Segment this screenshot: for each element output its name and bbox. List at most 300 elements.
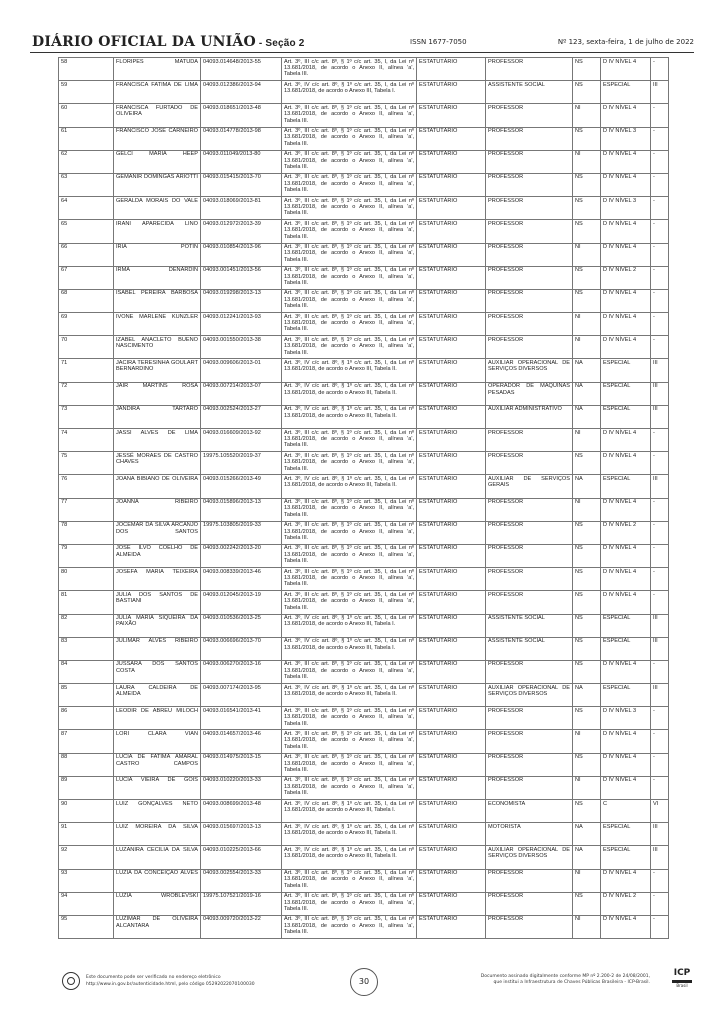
servant-name-cell: IRANI APARECIDA LINO <box>114 220 201 243</box>
schooling-level-cell: NI <box>573 150 601 173</box>
pattern-cell: - <box>651 220 669 243</box>
row-number-cell: 85 <box>59 684 114 707</box>
row-number-cell: 88 <box>59 753 114 776</box>
regime-cell: ESTATUTÁRIO <box>417 382 486 405</box>
process-number-cell: 04093.015266/2013-49 <box>201 475 282 498</box>
class-level-cell: D IV NÍVEL 4 <box>601 660 651 683</box>
schooling-level-cell: NI <box>573 104 601 127</box>
job-title-cell: OPERADOR DE MÁQUINAS PESADAS <box>486 382 573 405</box>
servant-name-cell: JULIA DOS SANTOS DE BASTIANI <box>114 591 201 614</box>
pattern-cell: VI <box>651 800 669 823</box>
job-title-cell: PROFESSOR <box>486 429 573 452</box>
servant-name-cell: IZABEL ANACLETO BUENO NASCIMENTO <box>114 336 201 359</box>
icp-logo-text: ICP <box>673 968 691 978</box>
class-level-cell: D IV NÍVEL 4 <box>601 591 651 614</box>
job-title-cell: PROFESSOR <box>486 150 573 173</box>
class-level-cell: D IV NÍVEL 4 <box>601 104 651 127</box>
row-number-cell: 92 <box>59 846 114 869</box>
signature-line-2: que institui a Infraestrutura de Chaves Públicas Brasileira - ICP-Brasil. <box>493 980 650 985</box>
pattern-cell: - <box>651 521 669 544</box>
pattern-cell: - <box>651 150 669 173</box>
regime-cell: ESTATUTÁRIO <box>417 800 486 823</box>
regime-cell: ESTATUTÁRIO <box>417 81 486 104</box>
servant-name-cell: LUZIA DA CONCEIÇÃO ALVES <box>114 869 201 892</box>
job-title-cell: PROFESSOR <box>486 313 573 336</box>
servant-name-cell: GERALDA MORAIS DO VALE <box>114 197 201 220</box>
servant-name-cell: FRANCISCA FATIMA DE LIMA <box>114 81 201 104</box>
process-number-cell: 04093.001550/2013-38 <box>201 336 282 359</box>
job-title-cell: PROFESSOR <box>486 127 573 150</box>
schooling-level-cell: NS <box>573 521 601 544</box>
regime-cell: ESTATUTÁRIO <box>417 336 486 359</box>
table-row <box>59 81 669 104</box>
regime-cell: ESTATUTÁRIO <box>417 452 486 475</box>
servant-name-cell: IRIA POTIN <box>114 243 201 266</box>
legal-basis-cell: Art. 3º, IV c/c art. 8º, § 1º c/c art. 35, I, da Lei nº 13.681/2018, de acordo o Anexo III, Tabela II. <box>282 405 417 428</box>
row-number-cell: 76 <box>59 475 114 498</box>
class-level-cell: D IV NÍVEL 4 <box>601 220 651 243</box>
regime-cell: ESTATUTÁRIO <box>417 730 486 753</box>
legal-basis-cell: Art. 3º, III c/c art. 8º, § 1º c/c art. 35, I, da Lei nº 13.681/2018, de acordo o Anexo II, alínea 'a', Tabela III. <box>282 915 417 938</box>
legal-basis-cell: Art. 3º, III c/c art. 8º, § 1º c/c art. 35, I, da Lei nº 13.681/2018, de acordo o Anexo II, alínea 'a', Tabela III. <box>282 336 417 359</box>
job-title-cell: PROFESSOR <box>486 660 573 683</box>
table-row <box>59 150 669 173</box>
legal-basis-cell: Art. 3º, III c/c art. 8º, § 1º c/c art. 35, I, da Lei nº 13.681/2018, de acordo o Anexo II, alínea 'a', Tabela III. <box>282 452 417 475</box>
servant-name-cell: LUIZ GONÇALVES NETO <box>114 800 201 823</box>
servant-name-cell: GELCI MARIA HEEP <box>114 150 201 173</box>
legal-basis-cell: Art. 3º, III c/c art. 8º, § 1º c/c art. 35, I, da Lei nº 13.681/2018, de acordo o Anexo II, alínea 'a', Tabela III. <box>282 58 417 81</box>
pattern-cell: III <box>651 81 669 104</box>
legal-basis-cell: Art. 3º, III c/c art. 8º, § 1º c/c art. 35, I, da Lei nº 13.681/2018, de acordo o Anexo II, alínea 'a', Tabela III. <box>282 498 417 521</box>
servant-name-cell: JACIRA TERESINHA GOULART BERNARDINO <box>114 359 201 382</box>
servant-name-cell: LEODIR DE ABREU MILOCH <box>114 707 201 730</box>
process-number-cell: 04093.011049/2013-80 <box>201 150 282 173</box>
row-number-cell: 75 <box>59 452 114 475</box>
table-row <box>59 336 669 359</box>
regime-cell: ESTATUTÁRIO <box>417 266 486 289</box>
regime-cell: ESTATUTÁRIO <box>417 289 486 312</box>
pattern-cell: - <box>651 869 669 892</box>
job-title-cell: ASSISTENTE SOCIAL <box>486 81 573 104</box>
legal-basis-cell: Art. 3º, IV c/c art. 8º, § 1º c/c art. 35, I, da Lei nº 13.681/2018, de acordo o Anexo III, Tabela I. <box>282 614 417 637</box>
pattern-cell: III <box>651 359 669 382</box>
table-row <box>59 544 669 567</box>
process-number-cell: 04093.014778/2013-98 <box>201 127 282 150</box>
legal-basis-cell: Art. 3º, III c/c art. 8º, § 1º c/c art. 35, I, da Lei nº 13.681/2018, de acordo o Anexo II, alínea 'a', Tabela III. <box>282 869 417 892</box>
regime-cell: ESTATUTÁRIO <box>417 568 486 591</box>
row-number-cell: 65 <box>59 220 114 243</box>
legal-basis-cell: Art. 3º, IV c/c art. 8º, § 1º c/c art. 35, I, da Lei nº 13.681/2018, de acordo o Anexo III, Tabela II. <box>282 475 417 498</box>
regime-cell: ESTATUTÁRIO <box>417 405 486 428</box>
pattern-cell: - <box>651 266 669 289</box>
regime-cell: ESTATUTÁRIO <box>417 591 486 614</box>
process-number-cell: 04093.010536/2013-25 <box>201 614 282 637</box>
process-number-cell: 04093.002524/2013-27 <box>201 405 282 428</box>
schooling-level-cell: NA <box>573 684 601 707</box>
legal-basis-cell: Art. 3º, III c/c art. 8º, § 1º c/c art. 35, I, da Lei nº 13.681/2018, de acordo o Anexo II, alínea 'a', Tabela III. <box>282 127 417 150</box>
process-number-cell: 19975.105520/2019-37 <box>201 452 282 475</box>
regime-cell: ESTATUTÁRIO <box>417 127 486 150</box>
process-number-cell: 04093.002554/2013-33 <box>201 869 282 892</box>
row-number-cell: 77 <box>59 498 114 521</box>
icp-brasil-logo <box>672 968 692 994</box>
row-number-cell: 70 <box>59 336 114 359</box>
job-title-cell: AUXILIAR OPERACIONAL DE SERVIÇOS DIVERSOS <box>486 684 573 707</box>
row-number-cell: 59 <box>59 81 114 104</box>
class-level-cell: ESPECIAL <box>601 684 651 707</box>
table-row <box>59 915 669 938</box>
process-number-cell: 04093.008339/2013-46 <box>201 568 282 591</box>
servant-name-cell: LUZANIRA CECILIA DA SILVA <box>114 846 201 869</box>
class-level-cell: ESPECIAL <box>601 846 651 869</box>
process-number-cell: 04093.018069/2013-81 <box>201 197 282 220</box>
class-level-cell: D IV NÍVEL 4 <box>601 313 651 336</box>
row-number-cell: 87 <box>59 730 114 753</box>
section-label: - Seção 2 <box>255 38 305 49</box>
process-number-cell: 04093.018651/2013-48 <box>201 104 282 127</box>
process-number-cell: 04093.012972/2013-39 <box>201 220 282 243</box>
issn: ISSN 1677-7050 <box>410 38 467 46</box>
table-row <box>59 313 669 336</box>
row-number-cell: 63 <box>59 173 114 196</box>
pattern-cell: III <box>651 684 669 707</box>
row-number-cell: 81 <box>59 591 114 614</box>
servants-table <box>58 57 669 939</box>
process-number-cell: 04093.015415/2013-70 <box>201 173 282 196</box>
schooling-level-cell: NI <box>573 336 601 359</box>
pattern-cell: - <box>651 58 669 81</box>
class-level-cell: D IV NÍVEL 4 <box>601 730 651 753</box>
row-number-cell: 61 <box>59 127 114 150</box>
servant-name-cell: JOSE ILVO COELHO DE ALMEIDA <box>114 544 201 567</box>
job-title-cell: PROFESSOR <box>486 544 573 567</box>
pattern-cell: - <box>651 197 669 220</box>
job-title-cell: PROFESSOR <box>486 915 573 938</box>
servant-name-cell: LUZIA WROBLEVSKI <box>114 892 201 915</box>
row-number-cell: 89 <box>59 776 114 799</box>
regime-cell: ESTATUTÁRIO <box>417 660 486 683</box>
job-title-cell: PROFESSOR <box>486 892 573 915</box>
class-level-cell: D IV NÍVEL 4 <box>601 336 651 359</box>
table-row <box>59 869 669 892</box>
legal-basis-cell: Art. 3º, IV c/c art. 8º, § 1º c/c art. 35, I, da Lei nº 13.681/2018, de acordo o Anexo III, Tabela II. <box>282 846 417 869</box>
regime-cell: ESTATUTÁRIO <box>417 915 486 938</box>
pattern-cell: - <box>651 568 669 591</box>
table-row <box>59 266 669 289</box>
job-title-cell: AUXILIAR OPERACIONAL DE SERVIÇOS DIVERSOS <box>486 846 573 869</box>
table-row <box>59 127 669 150</box>
legal-basis-cell: Art. 3º, III c/c art. 8º, § 1º c/c art. 35, I, da Lei nº 13.681/2018, de acordo o Anexo II, alínea 'a', Tabela III. <box>282 197 417 220</box>
servant-name-cell: JESSÉ MORAES DE CASTRO CHAVES <box>114 452 201 475</box>
class-level-cell: ESPECIAL <box>601 614 651 637</box>
class-level-cell: D IV NÍVEL 2 <box>601 892 651 915</box>
servant-name-cell: LAURA CALDEIRA DE ALMEIDA <box>114 684 201 707</box>
job-title-cell: PROFESSOR <box>486 452 573 475</box>
schooling-level-cell: NA <box>573 846 601 869</box>
pattern-cell: - <box>651 104 669 127</box>
process-number-cell: 04093.012241/2013-93 <box>201 313 282 336</box>
process-number-cell: 04093.014657/2013-46 <box>201 730 282 753</box>
table-row <box>59 452 669 475</box>
table-row <box>59 243 669 266</box>
process-number-cell: 04093.012045/2013-19 <box>201 591 282 614</box>
schooling-level-cell: NS <box>573 892 601 915</box>
schooling-level-cell: NI <box>573 498 601 521</box>
legal-basis-cell: Art. 3º, III c/c art. 8º, § 1º c/c art. 35, I, da Lei nº 13.681/2018, de acordo o Anexo II, alínea 'a', Tabela III. <box>282 266 417 289</box>
row-number-cell: 58 <box>59 58 114 81</box>
regime-cell: ESTATUTÁRIO <box>417 637 486 660</box>
regime-cell: ESTATUTÁRIO <box>417 521 486 544</box>
table-row <box>59 382 669 405</box>
row-number-cell: 68 <box>59 289 114 312</box>
schooling-level-cell: NS <box>573 58 601 81</box>
job-title-cell: PROFESSOR <box>486 568 573 591</box>
schooling-level-cell: NS <box>573 591 601 614</box>
job-title-cell: AUXILIAR ADMINISTRATIVO <box>486 405 573 428</box>
job-title-cell: MOTORISTA <box>486 823 573 846</box>
legal-basis-cell: Art. 3º, III c/c art. 8º, § 1º c/c art. 35, I, da Lei nº 13.681/2018, de acordo o Anexo II, alínea 'a', Tabela III. <box>282 544 417 567</box>
row-number-cell: 69 <box>59 313 114 336</box>
page-footer <box>58 968 692 1018</box>
process-number-cell: 04093.007214/2013-07 <box>201 382 282 405</box>
job-title-cell: AUXILIAR DE SERVIÇOS GERAIS <box>486 475 573 498</box>
legal-basis-cell: Art. 3º, IV c/c art. 8º, § 1º c/c art. 35, I, da Lei nº 13.681/2018, de acordo o Anexo III, Tabela II. <box>282 684 417 707</box>
schooling-level-cell: NI <box>573 915 601 938</box>
pattern-cell: - <box>651 173 669 196</box>
servant-name-cell: IVONE MARLENE KUNZLER <box>114 313 201 336</box>
row-number-cell: 60 <box>59 104 114 127</box>
servant-name-cell: JAIR MARTINS ROSA <box>114 382 201 405</box>
table-row <box>59 475 669 498</box>
row-number-cell: 67 <box>59 266 114 289</box>
table-row <box>59 289 669 312</box>
table-row <box>59 197 669 220</box>
table-row <box>59 405 669 428</box>
legal-basis-cell: Art. 3º, III c/c art. 8º, § 1º c/c art. 35, I, da Lei nº 13.681/2018, de acordo o Anexo II, alínea 'a', Tabela III. <box>282 660 417 683</box>
table-row <box>59 58 669 81</box>
servant-name-cell: FRANCISCO JOSÉ CARNEIRO <box>114 127 201 150</box>
process-number-cell: 04093.009720/2013-22 <box>201 915 282 938</box>
schooling-level-cell: NI <box>573 429 601 452</box>
pattern-cell: - <box>651 753 669 776</box>
regime-cell: ESTATUTÁRIO <box>417 359 486 382</box>
servant-name-cell: JOANNA RIBEIRO <box>114 498 201 521</box>
job-title-cell: PROFESSOR <box>486 266 573 289</box>
page-header <box>30 34 694 53</box>
legal-basis-cell: Art. 3º, IV c/c art. 8º, § 1º c/c art. 35, I, da Lei nº 13.681/2018, de acordo o Anexo III, Tabela II. <box>282 382 417 405</box>
issue-date: Nº 123, sexta-feira, 1 de julho de 2022 <box>557 38 694 46</box>
row-number-cell: 73 <box>59 405 114 428</box>
signature-note <box>481 974 650 986</box>
table-row <box>59 800 669 823</box>
job-title-cell: ASSISTENTE SOCIAL <box>486 614 573 637</box>
servant-name-cell: FLORIPES MATUDA <box>114 58 201 81</box>
regime-cell: ESTATUTÁRIO <box>417 753 486 776</box>
schooling-level-cell: NA <box>573 382 601 405</box>
table-row <box>59 730 669 753</box>
icp-logo-subtext: Brasil <box>676 983 688 988</box>
process-number-cell: 04093.014975/2013-15 <box>201 753 282 776</box>
table-row <box>59 776 669 799</box>
servant-name-cell: GEMANIR DOMINGAS ARIOTTI <box>114 173 201 196</box>
table-row <box>59 684 669 707</box>
job-title-cell: AUXILIAR OPERACIONAL DE SERVIÇOS DIVERSOS <box>486 359 573 382</box>
servant-name-cell: ISABEL PEREIRA BARBOSA <box>114 289 201 312</box>
legal-basis-cell: Art. 3º, III c/c art. 8º, § 1º c/c art. 35, I, da Lei nº 13.681/2018, de acordo o Anexo II, alínea 'a', Tabela III. <box>282 521 417 544</box>
class-level-cell: D IV NÍVEL 4 <box>601 289 651 312</box>
regime-cell: ESTATUTÁRIO <box>417 776 486 799</box>
pattern-cell: - <box>651 429 669 452</box>
pattern-cell: III <box>651 846 669 869</box>
legal-basis-cell: Art. 3º, III c/c art. 8º, § 1º c/c art. 35, I, da Lei nº 13.681/2018, de acordo o Anexo II, alínea 'a', Tabela III. <box>282 429 417 452</box>
table-row <box>59 521 669 544</box>
row-number-cell: 72 <box>59 382 114 405</box>
row-number-cell: 78 <box>59 521 114 544</box>
schooling-level-cell: NS <box>573 197 601 220</box>
schooling-level-cell: NA <box>573 475 601 498</box>
legal-basis-cell: Art. 3º, III c/c art. 8º, § 1º c/c art. 35, I, da Lei nº 13.681/2018, de acordo o Anexo II, alínea 'a', Tabela III. <box>282 707 417 730</box>
process-number-cell: 04093.006696/2013-70 <box>201 637 282 660</box>
table-row <box>59 823 669 846</box>
regime-cell: ESTATUTÁRIO <box>417 869 486 892</box>
job-title-cell: PROFESSOR <box>486 776 573 799</box>
job-title-cell: PROFESSOR <box>486 173 573 196</box>
legal-basis-cell: Art. 3º, III c/c art. 8º, § 1º c/c art. 35, I, da Lei nº 13.681/2018, de acordo o Anexo II, alínea 'a', Tabela III. <box>282 313 417 336</box>
pattern-cell: III <box>651 637 669 660</box>
legal-basis-cell: Art. 3º, III c/c art. 8º, § 1º c/c art. 35, I, da Lei nº 13.681/2018, de acordo o Anexo II, alínea 'a', Tabela III. <box>282 150 417 173</box>
class-level-cell: D IV NÍVEL 4 <box>601 150 651 173</box>
class-level-cell: D IV NÍVEL 4 <box>601 776 651 799</box>
process-number-cell: 19975.107521/2019-16 <box>201 892 282 915</box>
schooling-level-cell: NS <box>573 707 601 730</box>
servant-name-cell: LUZIMAR DE OLIVEIRA ALCANTARA <box>114 915 201 938</box>
legal-basis-cell: Art. 3º, III c/c art. 8º, § 1º c/c art. 35, I, da Lei nº 13.681/2018, de acordo o Anexo II, alínea 'a', Tabela III. <box>282 289 417 312</box>
row-number-cell: 74 <box>59 429 114 452</box>
regime-cell: ESTATUTÁRIO <box>417 104 486 127</box>
class-level-cell: D IV NÍVEL 4 <box>601 869 651 892</box>
process-number-cell: 04093.010225/2013-66 <box>201 846 282 869</box>
table-row <box>59 498 669 521</box>
class-level-cell: ESPECIAL <box>601 359 651 382</box>
class-level-cell: D IV NÍVEL 4 <box>601 915 651 938</box>
row-number-cell: 62 <box>59 150 114 173</box>
class-level-cell: D IV NÍVEL 4 <box>601 243 651 266</box>
schooling-level-cell: NS <box>573 660 601 683</box>
pattern-cell: - <box>651 892 669 915</box>
job-title-cell: PROFESSOR <box>486 753 573 776</box>
schooling-level-cell: NS <box>573 637 601 660</box>
row-number-cell: 91 <box>59 823 114 846</box>
pattern-cell: III <box>651 823 669 846</box>
process-number-cell: 19975.103805/2019-33 <box>201 521 282 544</box>
legal-basis-cell: Art. 3º, III c/c art. 8º, § 1º c/c art. 35, I, da Lei nº 13.681/2018, de acordo o Anexo II, alínea 'a', Tabela III. <box>282 753 417 776</box>
verification-note <box>86 974 255 988</box>
coat-of-arms-icon <box>62 972 80 990</box>
schooling-level-cell: NA <box>573 359 601 382</box>
pattern-cell: - <box>651 289 669 312</box>
pattern-cell: - <box>651 452 669 475</box>
verification-line-2: http://www.in.gov.br/autenticidade.html, pelo código 05292022070100030 <box>86 982 255 987</box>
process-number-cell: 04093.016609/2013-92 <box>201 429 282 452</box>
schooling-level-cell: NS <box>573 289 601 312</box>
servant-name-cell: IRMA DENARDIN <box>114 266 201 289</box>
servant-name-cell: FRANCISCA FURTADO DE OLIVEIRA <box>114 104 201 127</box>
legal-basis-cell: Art. 3º, IV c/c art. 8º, § 1º c/c art. 35, I, da Lei nº 13.681/2018, de acordo o Anexo III, Tabela I. <box>282 637 417 660</box>
legal-basis-cell: Art. 3º, III c/c art. 8º, § 1º c/c art. 35, I, da Lei nº 13.681/2018, de acordo o Anexo II, alínea 'a', Tabela III. <box>282 591 417 614</box>
pattern-cell: - <box>651 243 669 266</box>
schooling-level-cell: NA <box>573 405 601 428</box>
servant-name-cell: JOANA BIBIANO DE OLIVEIRA <box>114 475 201 498</box>
table-row <box>59 591 669 614</box>
class-level-cell: D IV NÍVEL 3 <box>601 197 651 220</box>
schooling-level-cell: NI <box>573 869 601 892</box>
servant-name-cell: JASSI ALVES DE LIMA <box>114 429 201 452</box>
regime-cell: ESTATUTÁRIO <box>417 544 486 567</box>
pattern-cell: - <box>651 776 669 799</box>
legal-basis-cell: Art. 3º, IV c/c art. 8º, § 1º c/c art. 35, I, da Lei nº 13.681/2018, de acordo o Anexo III, Tabela II. <box>282 823 417 846</box>
pattern-cell: - <box>651 127 669 150</box>
legal-basis-cell: Art. 3º, III c/c art. 8º, § 1º c/c art. 35, I, da Lei nº 13.681/2018, de acordo o Anexo II, alínea 'a', Tabela III. <box>282 730 417 753</box>
job-title-cell: PROFESSOR <box>486 104 573 127</box>
regime-cell: ESTATUTÁRIO <box>417 823 486 846</box>
class-level-cell: D IV NÍVEL 4 <box>601 753 651 776</box>
legal-basis-cell: Art. 3º, IV c/c art. 8º, § 1º c/c art. 35, I, da Lei nº 13.681/2018, de acordo o Anexo III, Tabela I. <box>282 81 417 104</box>
job-title-cell: PROFESSOR <box>486 289 573 312</box>
class-level-cell: ESPECIAL <box>601 475 651 498</box>
pattern-cell: - <box>651 544 669 567</box>
process-number-cell: 04093.009606/2013-01 <box>201 359 282 382</box>
job-title-cell: ASSISTENTE SOCIAL <box>486 637 573 660</box>
job-title-cell: PROFESSOR <box>486 730 573 753</box>
regime-cell: ESTATUTÁRIO <box>417 475 486 498</box>
row-number-cell: 80 <box>59 568 114 591</box>
process-number-cell: 04093.015697/2013-13 <box>201 823 282 846</box>
regime-cell: ESTATUTÁRIO <box>417 707 486 730</box>
regime-cell: ESTATUTÁRIO <box>417 429 486 452</box>
schooling-level-cell: NS <box>573 81 601 104</box>
schooling-level-cell: NS <box>573 800 601 823</box>
legal-basis-cell: Art. 3º, III c/c art. 8º, § 1º c/c art. 35, I, da Lei nº 13.681/2018, de acordo o Anexo II, alínea 'a', Tabela III. <box>282 173 417 196</box>
class-level-cell: ESPECIAL <box>601 382 651 405</box>
table-row <box>59 637 669 660</box>
legal-basis-cell: Art. 3º, IV c/c art. 8º, § 1º c/c art. 35, I, da Lei nº 13.681/2018, de acordo o Anexo III, Tabela II. <box>282 359 417 382</box>
table-row <box>59 614 669 637</box>
row-number-cell: 64 <box>59 197 114 220</box>
schooling-level-cell: NS <box>573 127 601 150</box>
servant-name-cell: LUIZ MOREIRA DA SILVA <box>114 823 201 846</box>
job-title-cell: ECONOMISTA <box>486 800 573 823</box>
process-number-cell: 04093.010220/2013-33 <box>201 776 282 799</box>
row-number-cell: 90 <box>59 800 114 823</box>
table-row <box>59 568 669 591</box>
schooling-level-cell: NS <box>573 753 601 776</box>
regime-cell: ESTATUTÁRIO <box>417 58 486 81</box>
process-number-cell: 04093.016541/2013-41 <box>201 707 282 730</box>
pattern-cell: III <box>651 382 669 405</box>
process-number-cell: 04093.019298/2013-13 <box>201 289 282 312</box>
schooling-level-cell: NA <box>573 823 601 846</box>
servant-name-cell: JUSSARA DOS SANTOS COSTA <box>114 660 201 683</box>
class-level-cell: D IV NÍVEL 3 <box>601 707 651 730</box>
legal-basis-cell: Art. 3º, III c/c art. 8º, § 1º c/c art. 35, I, da Lei nº 13.681/2018, de acordo o Anexo II, alínea 'a', Tabela III. <box>282 892 417 915</box>
signature-line-1: Documento assinado digitalmente conforme MP nº 2.200-2 de 24/08/2001, <box>480 974 650 979</box>
table-row <box>59 707 669 730</box>
table-row <box>59 660 669 683</box>
servant-name-cell: LUCIA VIEIRA DE GOIS <box>114 776 201 799</box>
publication-title: DIÁRIO OFICIAL DA UNIÃO - Seção 2 <box>32 34 305 50</box>
class-level-cell: D IV NÍVEL 2 <box>601 266 651 289</box>
legal-basis-cell: Art. 3º, III c/c art. 8º, § 1º c/c art. 35, I, da Lei nº 13.681/2018, de acordo o Anexo II, alínea 'a', Tabela III. <box>282 568 417 591</box>
